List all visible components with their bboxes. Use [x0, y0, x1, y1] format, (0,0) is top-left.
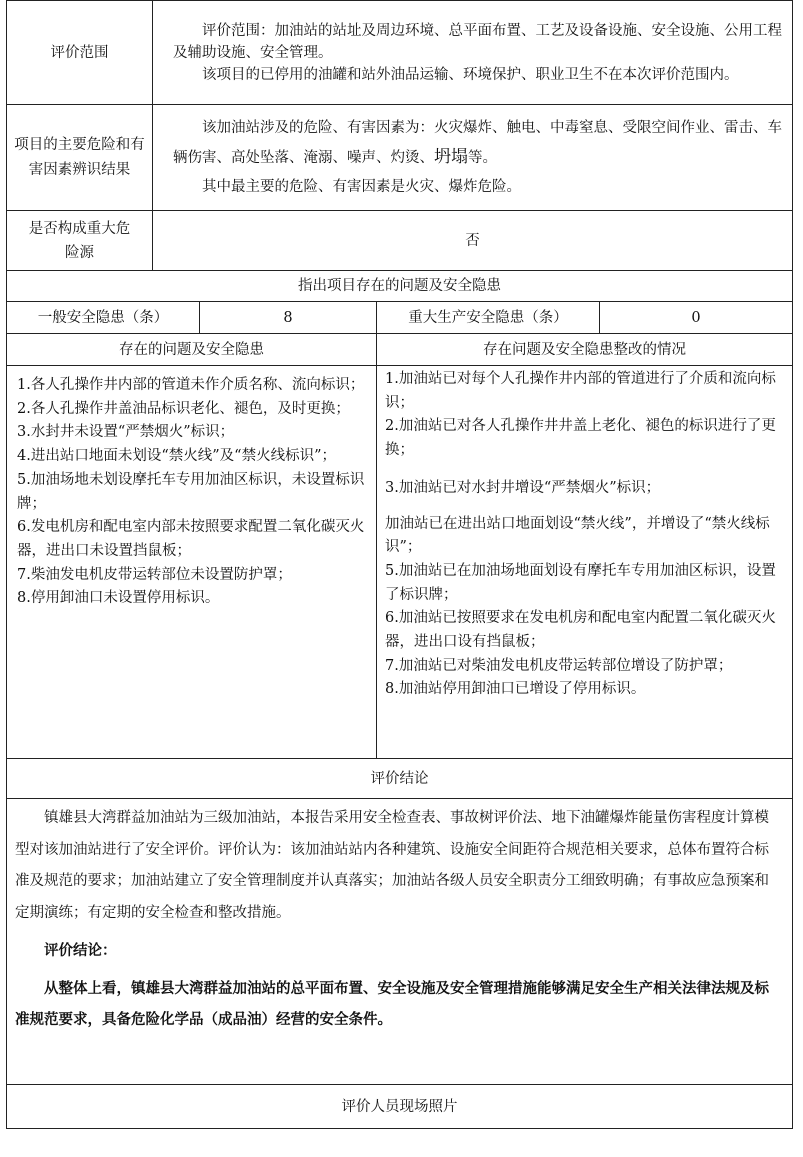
major-hazard-label: 是否构成重大危险源	[7, 211, 153, 271]
rectification-column-header: 存在问题及安全隐患整改的情况	[377, 334, 793, 366]
hazards-label: 项目的主要危险和有害因素辨识结果	[7, 105, 153, 211]
conclusion-final: 从整体上看，镇雄县大湾群益加油站的总平面布置、安全设施及安全管理措施能够满足安全生产相关法律法规及标准规范要求，具备危险化学品（成品油）经营的安全条件。	[15, 979, 769, 1028]
general-hazard-label: 一般安全隐患（条）	[7, 302, 200, 334]
problem-item: 3.水封井未设置“严禁烟火”标识；	[17, 424, 235, 441]
problem-item: 8.停用卸油口未设置停用标识。	[17, 590, 220, 607]
counts-row	[7, 302, 793, 334]
conclusion-subhead: 评价结论：	[44, 942, 117, 959]
problem-item: 7.柴油发电机皮带运转部位未设置防护罩；	[17, 566, 292, 583]
problem-item: 5.加油场地未划设摩托车专用加油区标识，未设置标识牌；	[17, 471, 365, 512]
conclusion-header-row	[7, 759, 793, 799]
evaluation-table	[6, 0, 793, 1129]
issues-header: 指出项目存在的问题及安全隐患	[7, 271, 793, 302]
lists-row	[7, 366, 793, 759]
rectification-item: 2.加油站已对各人孔操作井井盖上老化、褪色的标识进行了更换；	[385, 418, 776, 459]
scope-label: 评价范围	[7, 1, 153, 105]
columns-header-row	[7, 334, 793, 366]
conclusion-body: 镇雄县大湾群益加油站为三级加油站，本报告采用安全检查表、事故树评价法、地下油罐爆炸能量伤害程度计算模型对该加油站进行了安全评价。评价认为：该加油站站内各种建筑、设施安全间距符合规范相关要求，总体布置符合标准及规范的要求；加油站建立了安全管理制度并认真落实；加油站各级人员安全职责分工细致明确；有事故应急预案和定期演练；有定期的安全检查和整改措施。	[15, 810, 769, 921]
rectification-list	[385, 368, 786, 702]
photos-header-row	[7, 1085, 793, 1129]
rectification-item: 1.加油站已对每个人孔操作井内部的管道进行了介质和流向标识；	[385, 371, 776, 411]
major-hazard-count: 0	[600, 302, 793, 334]
hazards-paragraph-1	[173, 114, 782, 173]
problem-item: 4.进出站口地面未划设“禁火线”及“禁火线标识”；	[17, 448, 336, 465]
major-hazard-value: 否	[153, 211, 793, 271]
photos-header: 评价人员现场照片	[7, 1085, 793, 1129]
rectification-item: 5.加油站已在加油场地面划设有摩托车专用加油区标识，设置了标识牌；	[385, 562, 776, 603]
scope-row	[7, 1, 793, 105]
scope-paragraph-1: 评价范围：加油站的站址及周边环境、总平面布置、工艺及设备设施、安全设施、公用工程及辅助设施、安全管理。	[173, 22, 782, 61]
conclusion-row	[7, 799, 793, 1085]
report-page	[6, 0, 792, 1129]
problem-item: 6.发电机房和配电室内部未按照要求配置二氧化碳灭火器，进出口未设置挡鼠板；	[17, 519, 365, 559]
rectification-item: 加油站已在进出站口地面划设“禁火线”，并增设了“禁火线标识”；	[385, 515, 770, 556]
hazards-row	[7, 105, 793, 211]
conclusion-header: 评价结论	[7, 759, 793, 799]
problem-item: 2.各人孔操作井盖油品标识老化、褪色，及时更换；	[17, 400, 350, 417]
hazards-list-end: 等。	[468, 149, 497, 166]
problem-item: 1.各人孔操作井内部的管道未作介质名称、流向标识；	[17, 377, 365, 393]
problems-column-header: 存在的问题及安全隐患	[7, 334, 377, 366]
major-hazard-count-label: 重大生产安全隐患（条）	[377, 302, 600, 334]
major-hazard-row	[7, 211, 793, 271]
conclusion-content	[7, 799, 793, 1085]
hazards-content	[153, 105, 793, 211]
rectification-item: 7.加油站已对柴油发电机皮带运转部位增设了防护罩；	[385, 657, 733, 674]
rectification-cell	[377, 366, 793, 759]
hazards-paragraph-2: 其中最主要的危险、有害因素是火灾、爆炸危险。	[202, 178, 521, 195]
hazards-emphasis: 坍塌	[434, 146, 468, 167]
problems-list	[17, 374, 370, 611]
issues-header-row	[7, 271, 793, 302]
general-hazard-count: 8	[200, 302, 377, 334]
rectification-item: 3.加油站已对水封井增设“严禁烟火”标识；	[385, 479, 661, 496]
scope-content	[153, 1, 793, 105]
problems-cell	[7, 366, 377, 759]
hazards-list-text: 该加油站涉及的危险、有害因素为：火灾爆炸、触电、中毒窒息、受限空间作业、雷击、车辆伤害、高处坠落、淹溺、噪声、灼烫、	[173, 119, 782, 166]
rectification-item: 6.加油站已按照要求在发电机房和配电室内配置二氧化碳灭火器，进出口设有挡鼠板；	[385, 610, 776, 651]
rectification-item: 8.加油站停用卸油口已增设了停用标识。	[385, 681, 646, 698]
scope-paragraph-2: 该项目的已停用的油罐和站外油品运输、环境保护、职业卫生不在本次评价范围内。	[202, 66, 739, 83]
